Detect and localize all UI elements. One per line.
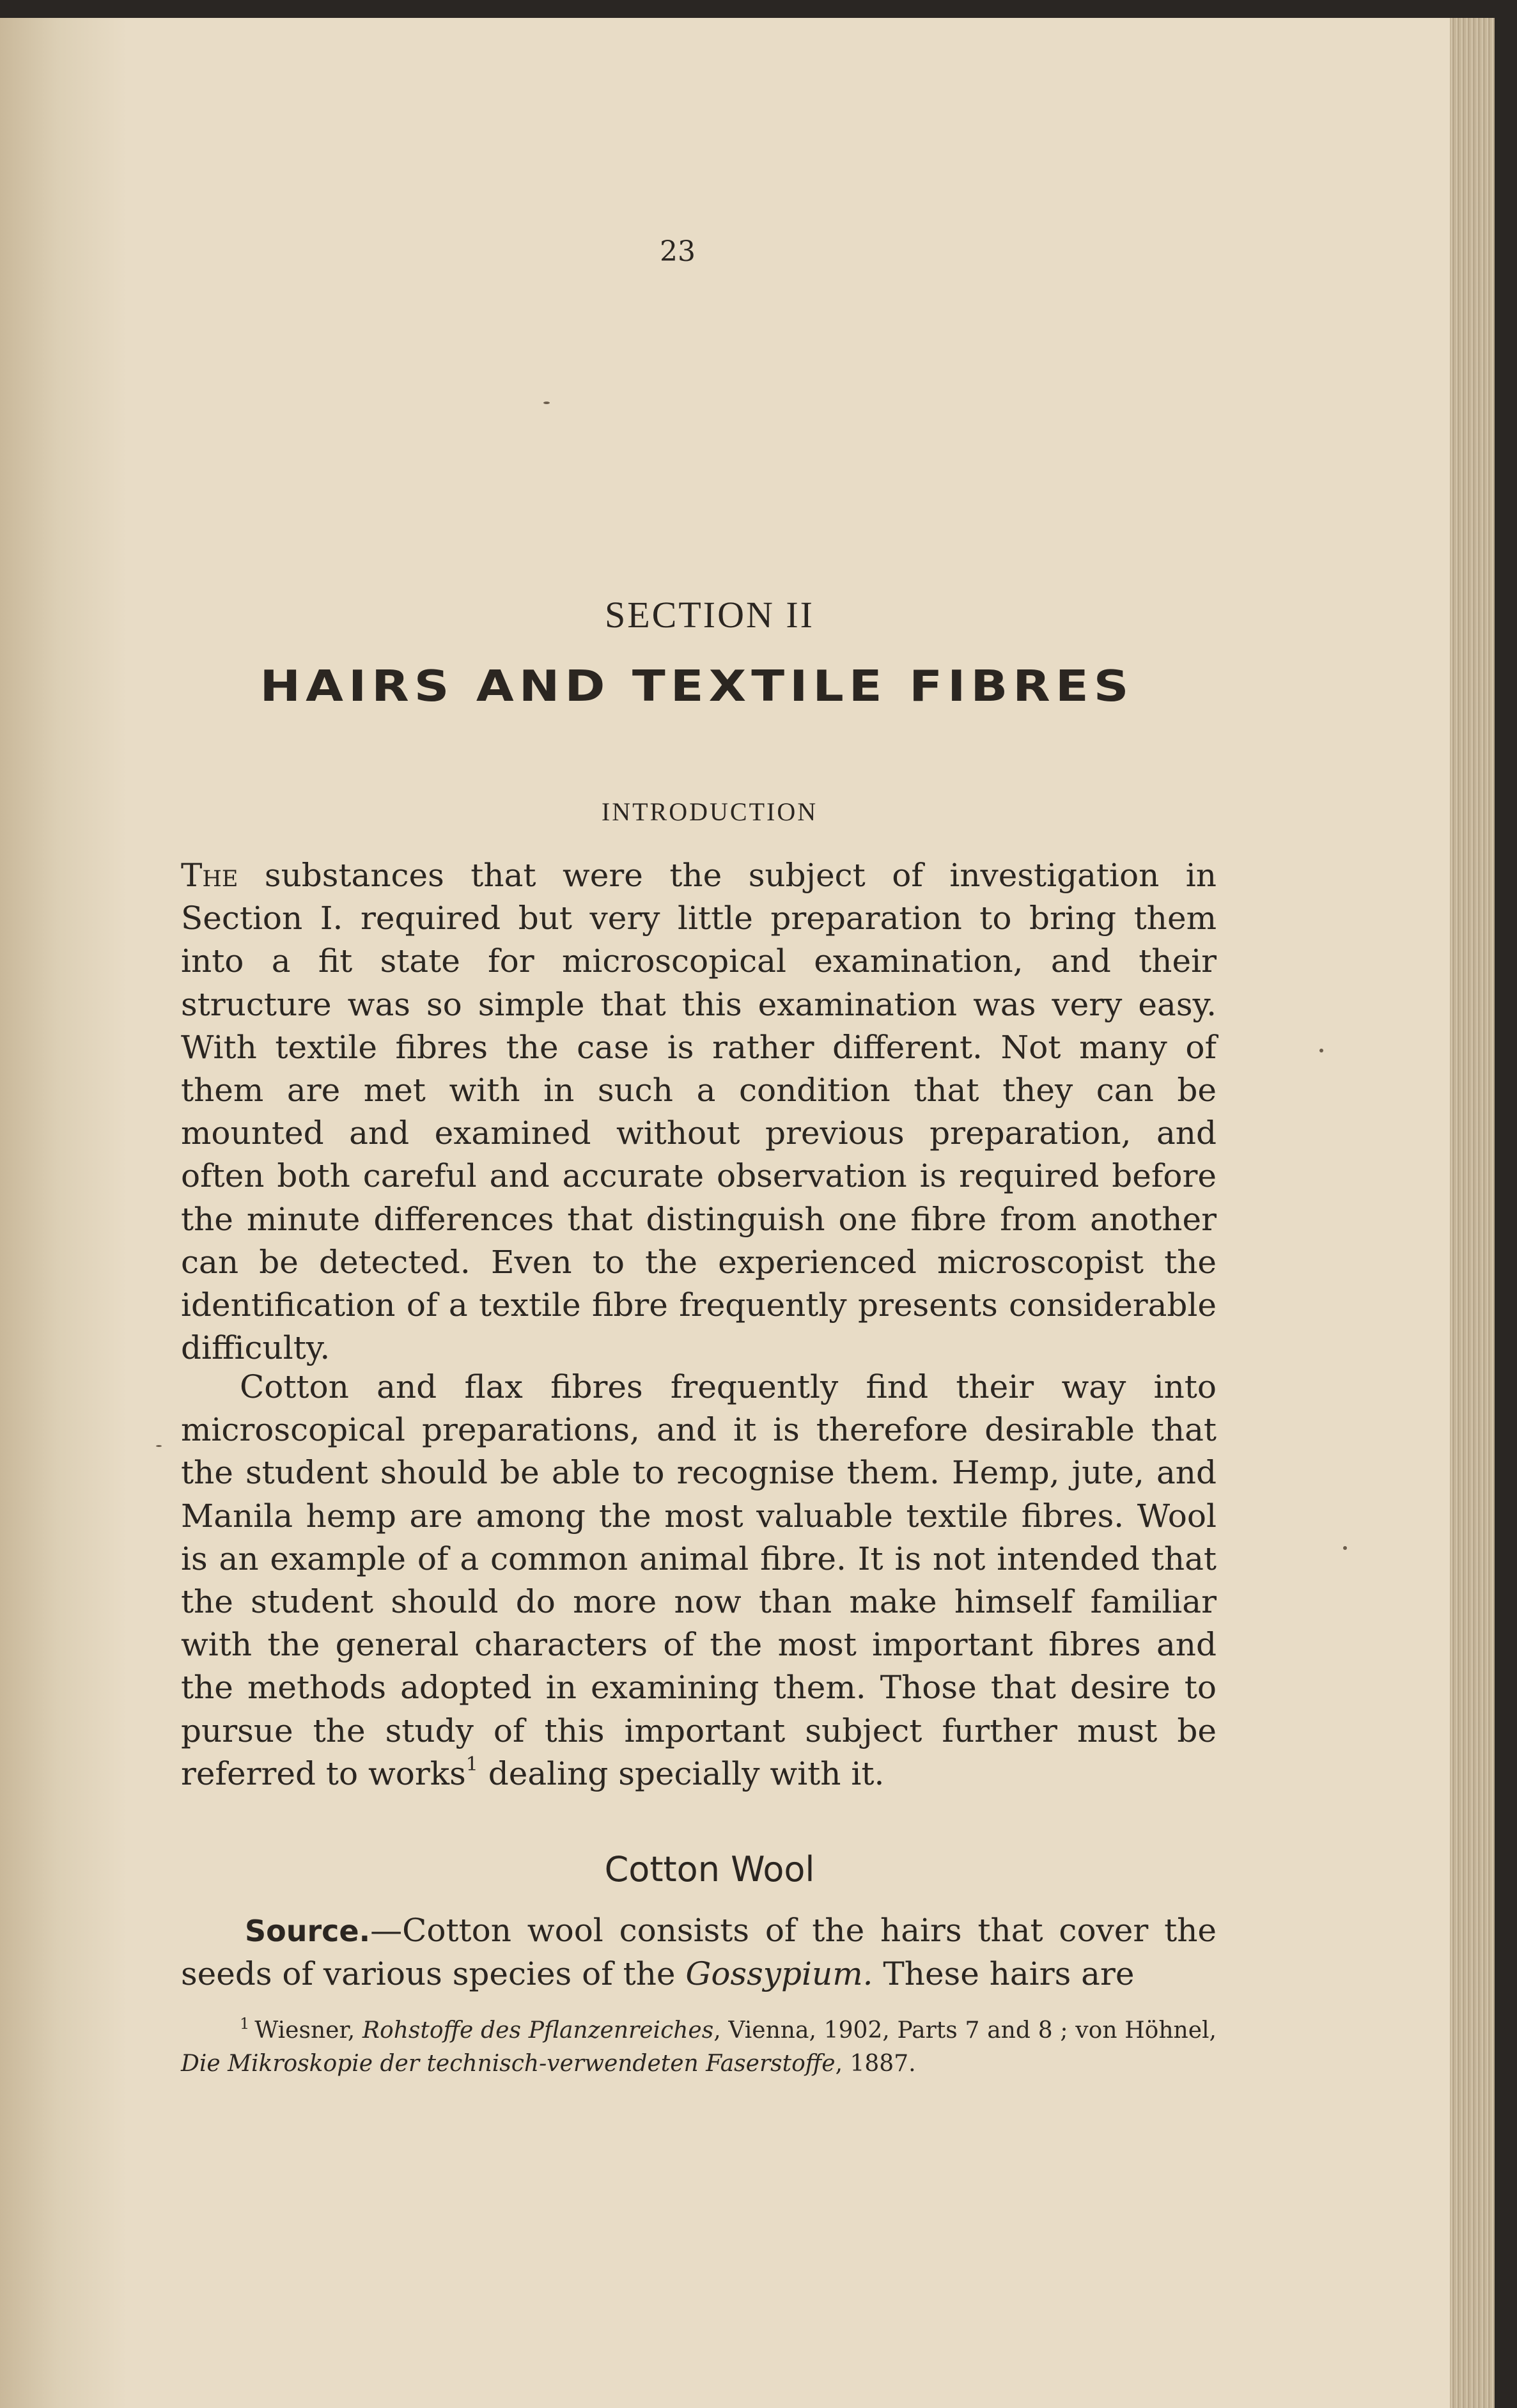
paper-speck (1319, 1049, 1323, 1052)
genus-name: Gossypium. (685, 1955, 873, 1993)
section-label: SECTION II (604, 594, 814, 636)
paragraph-1-text: substances that were the subject of investigation in Section I. required but very little preparation to bring them into a fit state for microscopical examination, and their structure was so simple that this examination was very easy. With textile fibres the case is rather different. Not many of them are met with in such a condition that they can be mounted and examined without previous preparation, and often both careful and accurate observation is required before the minute differences that distinguish one fibre from another can be detected. Even to the experienced microscopist the identification of a textile fibre frequently presents considerable difficulty. (181, 857, 1217, 1367)
paragraph-2-text: Cotton and flax fibres frequently find their way into microscopical preparations, and it is therefore desirable that the student should be able to recognise them. Hemp, jute, and Manila hemp are among the most valuable textile fibres. Wool is an example of a common animal fibre. It is not intended that the student should do more now than make himself familiar with the general characters of the most important fibres and the methods adopted in examining them. Those that desire to pursue the study of this important subject further must be referred to works (181, 1368, 1217, 1792)
paper-speck (543, 402, 550, 404)
cotton-source-paragraph (181, 1909, 1217, 1996)
paragraph-2-end: dealing specially with it. (478, 1755, 885, 1792)
page-number: 23 (660, 235, 696, 268)
chapter-title: HAIRS AND TEXTILE FIBRES (260, 661, 1134, 711)
page-fore-edge (1450, 18, 1495, 2408)
gutter-shadow (0, 18, 128, 2408)
paper-speck (1343, 1546, 1347, 1550)
footnote-reference: 1 (465, 1753, 478, 1776)
book-page (0, 18, 1495, 2408)
footnote-marker: 1 (240, 2015, 250, 2033)
source-text-2: These hairs are (873, 1955, 1135, 1993)
footnote-details-1: , Vienna, 1902, Parts 7 and 8 ; von Höhnel, (713, 2017, 1217, 2044)
footnote-work-1: Rohstoffe des Pflanzenreiches (362, 2017, 714, 2044)
cotton-wool-heading: Cotton Wool (604, 1849, 815, 1889)
footnote-details-2: , 1887. (835, 2051, 916, 2077)
footnote (181, 2014, 1217, 2081)
source-run-in-heading: Source. (245, 1914, 371, 1948)
source-text-1: —Cotton wool consists of the hairs that cover the seeds of various species of the (181, 1912, 1217, 1993)
footnote-author-1: Wiesner, (254, 2017, 362, 2044)
paper-speck (156, 1445, 162, 1447)
footnote-work-2: Die Mikroskopie der technisch-verwendeten Faserstoffe (181, 2051, 836, 2077)
introduction-heading: INTRODUCTION (601, 797, 818, 826)
intro-paragraph-1 (181, 854, 1217, 1370)
lead-word: The (181, 857, 238, 894)
intro-paragraph-2 (181, 1366, 1217, 1795)
